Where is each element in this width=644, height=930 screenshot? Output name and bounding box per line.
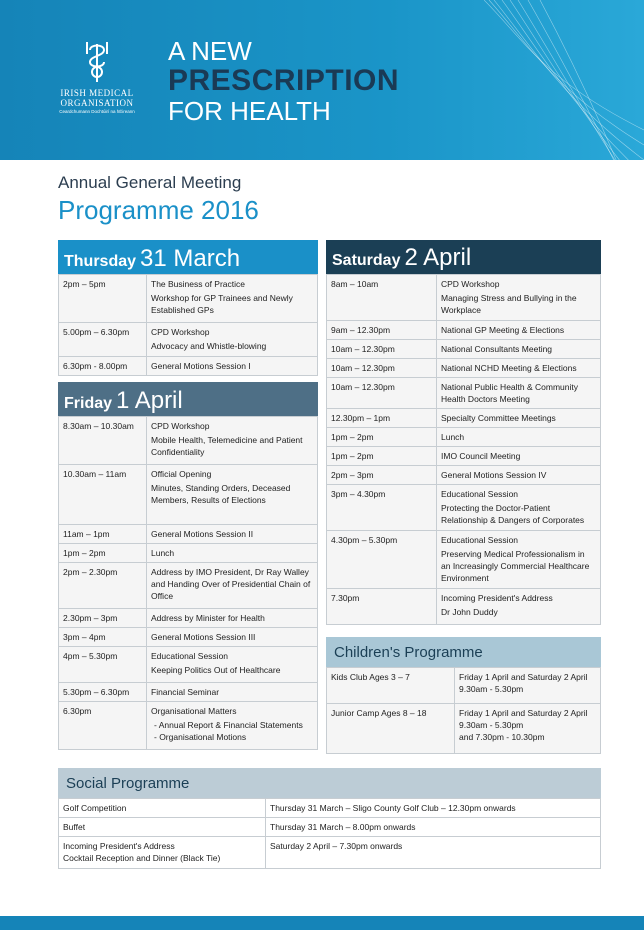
event-cell: The Business of Practice Workshop for GP Trainees and Newly Established GPs <box>147 275 318 323</box>
table-row <box>59 647 318 683</box>
event-cell: Specialty Committee Meetings <box>437 409 601 428</box>
thursday-table <box>58 274 318 376</box>
wave-decoration <box>484 0 644 160</box>
event-cell: National Consultants Meeting <box>437 340 601 359</box>
table-row <box>59 799 601 818</box>
detail-cell: Thursday 31 March – 8.00pm onwards <box>266 818 601 837</box>
table-row <box>327 378 601 409</box>
table-row <box>327 447 601 466</box>
label-cell: Golf Competition <box>59 799 266 818</box>
table-row <box>59 275 318 323</box>
time-cell: 6.30pm <box>59 702 147 750</box>
table-row <box>59 628 318 647</box>
time-cell: 5.00pm – 6.30pm <box>59 323 147 357</box>
friday-header <box>58 382 318 416</box>
thursday-date: 31 March <box>140 245 241 272</box>
time-cell: 1pm – 2pm <box>327 447 437 466</box>
event-cell: General Motions Session III <box>147 628 318 647</box>
label-cell: Junior Camp Ages 8 – 18 <box>327 704 455 754</box>
table-row <box>59 357 318 376</box>
time-cell: 2pm – 2.30pm <box>59 563 147 609</box>
event-cell: General Motions Session I <box>147 357 318 376</box>
saturday-weekday: Saturday <box>332 252 401 269</box>
friday-table <box>58 416 318 750</box>
table-row <box>327 340 601 359</box>
event-cell: Address by Minister for Health <box>147 609 318 628</box>
saturday-header <box>326 240 601 274</box>
time-cell: 6.30pm - 8.00pm <box>59 357 147 376</box>
social-table <box>58 798 601 869</box>
event-cell: Educational Session Protecting the Doctor-Patient Relationship & Dangers of Corporates <box>437 485 601 531</box>
table-row <box>59 818 601 837</box>
table-row <box>327 589 601 625</box>
detail-cell: Saturday 2 April – 7.30pm onwards <box>266 837 601 869</box>
right-column <box>326 240 601 754</box>
friday-date: 1 April <box>116 387 183 414</box>
table-row <box>59 683 318 702</box>
table-row <box>59 525 318 544</box>
detail-cell: Friday 1 April and Saturday 2 April 9.30am - 5.30pm and 7.30pm - 10.30pm <box>455 704 601 754</box>
label-cell: Incoming President's Address Cocktail Reception and Dinner (Black Tie) <box>59 837 266 869</box>
time-cell: 10.30am – 11am <box>59 465 147 525</box>
time-cell: 4.30pm – 5.30pm <box>327 531 437 589</box>
time-cell: 7.30pm <box>327 589 437 625</box>
logo-emblem <box>82 40 112 86</box>
table-row <box>59 837 601 869</box>
event-cell: Lunch <box>437 428 601 447</box>
time-cell: 10am – 12.30pm <box>327 378 437 409</box>
logo-line-2: ORGANISATION <box>60 98 134 108</box>
event-cell: Address by IMO President, Dr Ray Walley and Handing Over of Presidential Chain of Office <box>147 563 318 609</box>
slogan-line-3: FOR HEALTH <box>168 96 331 126</box>
event-cell: CPD Workshop Mobile Health, Telemedicine and Patient Confidentiality <box>147 417 318 465</box>
childrens-programme <box>326 637 601 754</box>
time-cell: 3pm – 4pm <box>59 628 147 647</box>
time-cell: 2pm – 3pm <box>327 466 437 485</box>
event-cell: General Motions Session II <box>147 525 318 544</box>
page-title <box>58 173 259 226</box>
time-cell: 5.30pm – 6.30pm <box>59 683 147 702</box>
event-cell: CPD Workshop Advocacy and Whistle-blowing <box>147 323 318 357</box>
imo-logo <box>52 40 142 115</box>
event-cell: Financial Seminar <box>147 683 318 702</box>
saturday-date: 2 April <box>404 244 472 271</box>
time-cell: 9am – 12.30pm <box>327 321 437 340</box>
table-row <box>327 531 601 589</box>
time-cell: 3pm – 4.30pm <box>327 485 437 531</box>
title-line: Annual General Meeting <box>58 173 242 192</box>
time-cell: 12.30pm – 1pm <box>327 409 437 428</box>
table-row <box>327 409 601 428</box>
table-row <box>327 321 601 340</box>
saturday-table <box>326 274 601 625</box>
time-cell: 10am – 12.30pm <box>327 359 437 378</box>
event-cell: Educational Session Keeping Politics Out of Healthcare <box>147 647 318 683</box>
label-cell: Buffet <box>59 818 266 837</box>
friday-weekday: Friday <box>64 395 113 412</box>
left-column <box>58 240 318 750</box>
table-row <box>327 466 601 485</box>
label-cell: Kids Club Ages 3 – 7 <box>327 668 455 704</box>
footer-bar <box>0 916 644 930</box>
detail-cell: Friday 1 April and Saturday 2 April 9.30am - 5.30pm <box>455 668 601 704</box>
time-cell: 2pm – 5pm <box>59 275 147 323</box>
header-banner <box>0 0 644 160</box>
time-cell: 8am – 10am <box>327 275 437 321</box>
social-programme <box>58 768 601 869</box>
table-row <box>59 417 318 465</box>
time-cell: 10am – 12.30pm <box>327 340 437 359</box>
table-row <box>59 323 318 357</box>
time-cell: 1pm – 2pm <box>59 544 147 563</box>
subtitle-line: Programme 2016 <box>58 195 259 225</box>
table-row <box>327 359 601 378</box>
thursday-header <box>58 240 318 274</box>
event-cell: IMO Council Meeting <box>437 447 601 466</box>
event-cell: National NCHD Meeting & Elections <box>437 359 601 378</box>
table-row <box>59 609 318 628</box>
time-cell: 8.30am – 10.30am <box>59 417 147 465</box>
table-row <box>327 428 601 447</box>
table-row <box>327 704 601 754</box>
slogan-line-2: PRESCRIPTION <box>168 64 400 97</box>
slogan-line-1: A NEW <box>168 36 252 66</box>
event-cell: Incoming President's Address Dr John Duddy <box>437 589 601 625</box>
event-cell: General Motions Session IV <box>437 466 601 485</box>
table-row <box>327 275 601 321</box>
social-programme-title: Social Programme <box>58 768 601 798</box>
table-row <box>59 465 318 525</box>
thursday-weekday: Thursday <box>64 253 137 270</box>
logo-line-1: IRISH MEDICAL <box>60 88 134 98</box>
time-cell: 2.30pm – 3pm <box>59 609 147 628</box>
table-row <box>327 668 601 704</box>
event-cell: Organisational Matters - Annual Report & Financial Statements - Organisational Motions <box>147 702 318 750</box>
table-row <box>59 544 318 563</box>
time-cell: 11am – 1pm <box>59 525 147 544</box>
event-cell: National GP Meeting & Elections <box>437 321 601 340</box>
logo-line-3: Ceardchumann Dochtúirí na hÉireann <box>59 109 135 114</box>
event-cell: Official Opening Minutes, Standing Orders, Deceased Members, Results of Elections <box>147 465 318 525</box>
table-row <box>59 563 318 609</box>
table-row <box>327 485 601 531</box>
detail-cell: Thursday 31 March – Sligo County Golf Club – 12.30pm onwards <box>266 799 601 818</box>
time-cell: 4pm – 5.30pm <box>59 647 147 683</box>
childrens-programme-title: Children's Programme <box>326 637 601 667</box>
table-row <box>59 702 318 750</box>
time-cell: 1pm – 2pm <box>327 428 437 447</box>
event-cell: Educational Session Preserving Medical Professionalism in an Increasingly Commercial Healthcare Environment <box>437 531 601 589</box>
event-cell: Lunch <box>147 544 318 563</box>
event-cell: CPD Workshop Managing Stress and Bullying in the Workplace <box>437 275 601 321</box>
childrens-table <box>326 667 601 754</box>
event-cell: National Public Health & Community Health Doctors Meeting <box>437 378 601 409</box>
slogan <box>168 36 399 126</box>
